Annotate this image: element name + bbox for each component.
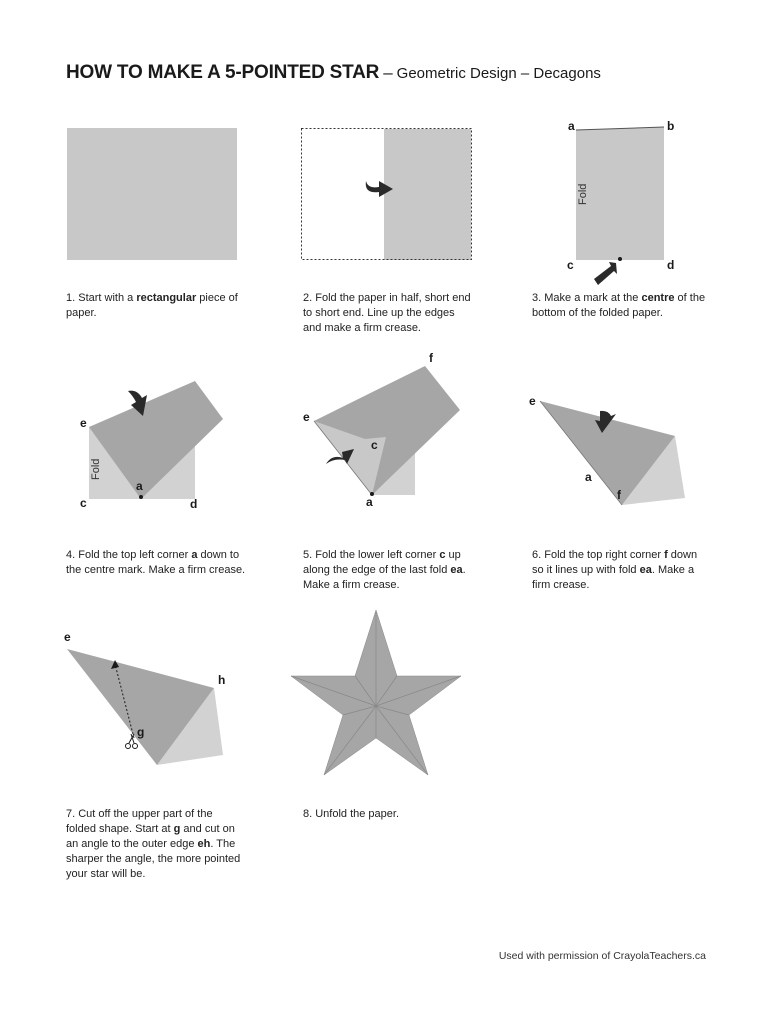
- caption-text: . The sharper the angle, the more pointed your star will be.: [66, 838, 241, 880]
- label-a-5: a: [366, 495, 373, 509]
- step-number: 7.: [66, 808, 79, 820]
- caption-text: Start with a: [78, 292, 137, 304]
- centre-mark: [618, 257, 622, 261]
- caption-text: Make a mark at the: [544, 292, 642, 304]
- bold-term: a: [191, 549, 198, 561]
- caption-text: Fold the paper in half, short end to short end. Line up the edges and make a firm crease.: [303, 292, 471, 334]
- step-8-diagram: [291, 610, 461, 775]
- label-e-6: e: [529, 394, 536, 408]
- step-number: 5.: [303, 549, 316, 561]
- bold-term: rectangular: [136, 292, 197, 304]
- label-e-4: e: [80, 416, 87, 430]
- step-number: 2.: [303, 292, 316, 304]
- caption-text: down so it lines up with fold: [532, 549, 698, 576]
- caption-text: Fold the top right corner: [544, 549, 665, 561]
- centre-mark-4: [139, 495, 143, 499]
- step-number: 8.: [303, 808, 316, 820]
- footer-credit: Used with permission of CrayolaTeachers.ca: [498, 950, 706, 962]
- bold-term: f: [664, 549, 668, 561]
- caption-text: Cut off the upper part of the folded shape. Start at: [66, 808, 213, 835]
- step-6-caption: [532, 548, 704, 593]
- step-number: 3.: [532, 292, 545, 304]
- caption-text: up along the edge of the last fold: [303, 549, 461, 576]
- step-2-diagram: [302, 129, 472, 261]
- step-5-diagram: [303, 351, 460, 509]
- step-6-diagram: [529, 394, 685, 505]
- caption-text: piece of paper.: [66, 292, 238, 319]
- label-a-3: a: [568, 119, 575, 133]
- label-d-3: d: [667, 258, 675, 272]
- label-a-4: a: [136, 479, 143, 493]
- pointer-arrow-icon: [594, 262, 617, 285]
- caption-text: . Make a firm crease.: [532, 564, 695, 591]
- caption-text: and cut on an angle to the outer edge: [66, 823, 235, 850]
- label-f-6: f: [617, 488, 621, 502]
- label-c-5: c: [371, 438, 378, 452]
- fold-label-3: Fold: [577, 183, 589, 205]
- step-1-caption: [66, 291, 256, 321]
- label-d-4: d: [190, 497, 198, 511]
- caption-text: Unfold the paper.: [315, 808, 400, 820]
- title-dash: –: [383, 63, 393, 82]
- title-main: HOW TO MAKE A 5-POINTED STAR: [66, 62, 380, 83]
- step-4-caption: [66, 548, 248, 578]
- label-h-7: h: [218, 673, 226, 687]
- caption-text: of the bottom of the folded paper.: [532, 292, 706, 319]
- fold-label-4: Fold: [90, 458, 102, 480]
- step-7-diagram: [64, 630, 225, 765]
- label-g-7: g: [137, 725, 145, 739]
- label-a-6: a: [585, 470, 592, 484]
- bold-term: ea: [639, 564, 652, 576]
- bold-term: centre: [641, 292, 675, 304]
- step-5-caption: [303, 548, 478, 593]
- label-c-3: c: [567, 258, 574, 272]
- bold-term: ea: [450, 564, 463, 576]
- bold-term: g: [173, 823, 181, 835]
- step-number: 4.: [66, 549, 79, 561]
- step-8-caption: [303, 807, 473, 822]
- step-3-caption: [532, 291, 710, 321]
- folded-paper: [576, 127, 664, 260]
- step-4-diagram: [80, 381, 223, 511]
- caption-text: Fold the top left corner: [78, 549, 192, 561]
- title-subtitle: Geometric Design – Decagons: [396, 65, 601, 82]
- step-2-caption: [303, 291, 473, 336]
- label-c-4: c: [80, 496, 87, 510]
- label-e-5: e: [303, 410, 310, 424]
- label-b-3: b: [667, 119, 675, 133]
- step-number: 6.: [532, 549, 545, 561]
- caption-text: Fold the lower left corner: [315, 549, 440, 561]
- step-3-diagram: [567, 119, 674, 285]
- step-7-caption: [66, 807, 244, 882]
- rectangular-paper: [67, 128, 237, 260]
- folded-half: [384, 129, 471, 260]
- label-e-7: e: [64, 630, 71, 644]
- bold-term: eh: [197, 838, 211, 850]
- caption-text: down to the centre mark. Make a firm crease.: [66, 549, 246, 576]
- step-1-diagram: [67, 128, 237, 260]
- bold-term: c: [439, 549, 446, 561]
- label-f-5: f: [429, 351, 433, 365]
- step-number: 1.: [66, 292, 79, 304]
- caption-text: . Make a firm crease.: [303, 564, 466, 591]
